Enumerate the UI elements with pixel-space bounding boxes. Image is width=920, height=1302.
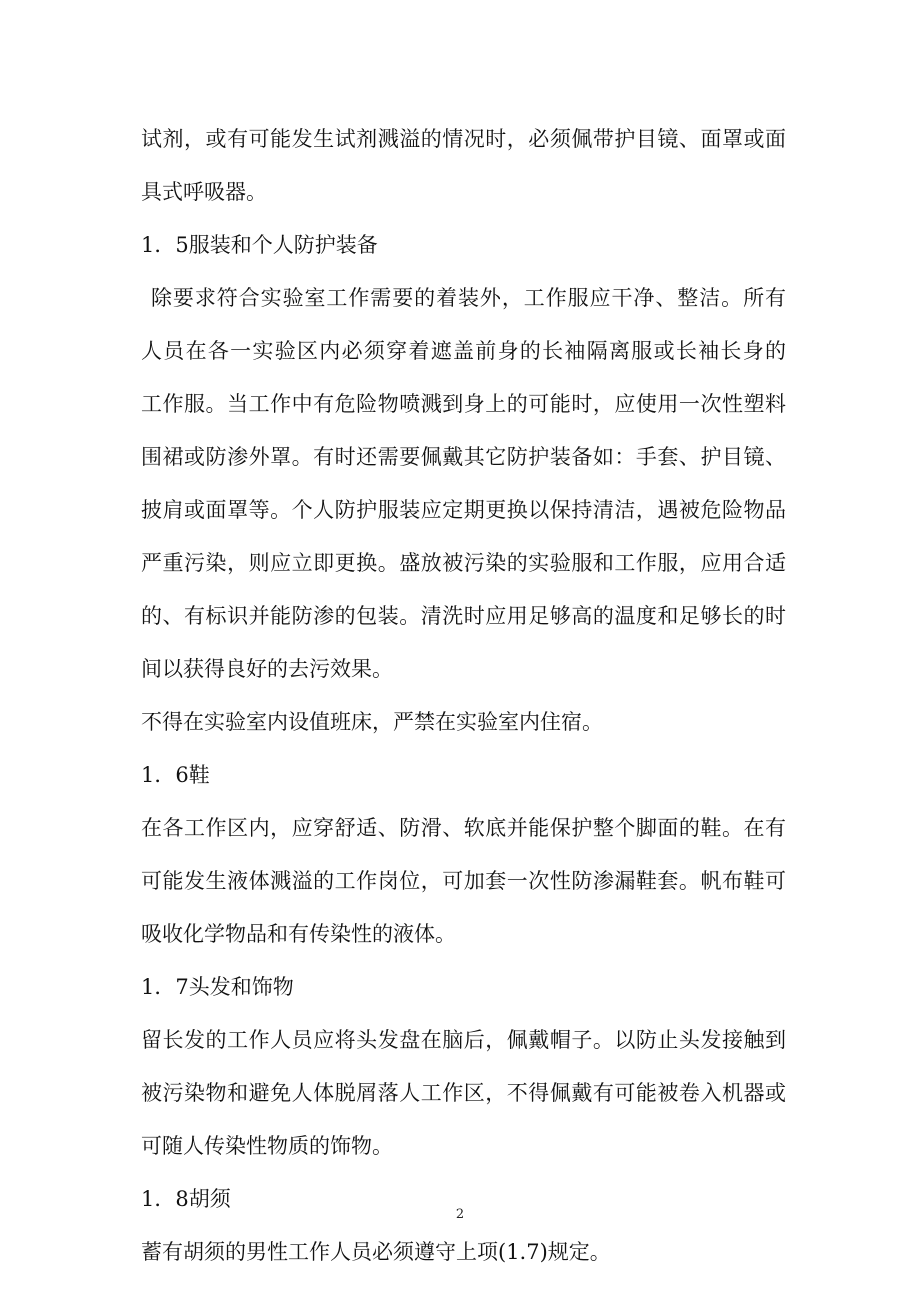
paragraph-line: 除要求符合实验室工作需要的着装外，工作服应干净、整洁。所有 <box>151 286 786 310</box>
section-heading-1-7: 1．7头发和饰物 <box>141 975 294 999</box>
paragraph-line: 严重污染，则应立即更换。盛放被污染的实验服和工作服，应用合适 <box>141 551 786 575</box>
paragraph-line: 被污染物和避免人体脱屑落人工作区，不得佩戴有可能被卷入机器或 <box>141 1081 786 1105</box>
section-heading-1-6: 1．6鞋 <box>141 763 210 787</box>
paragraph-line: 吸收化学物品和有传染性的液体。 <box>141 922 456 946</box>
paragraph-line: 围裙或防渗外罩。有时还需要佩戴其它防护装备如：手套、护目镜、 <box>141 445 786 469</box>
section-heading-1-8: 1．8胡须 <box>141 1187 231 1211</box>
section-heading-1-5: 1．5服装和个人防护装备 <box>141 233 378 257</box>
paragraph-line: 间以获得良好的去污效果。 <box>141 657 393 681</box>
paragraph-line: 可随人传染性物质的饰物。 <box>141 1134 393 1158</box>
paragraph-line: 披肩或面罩等。个人防护服装应定期更换以保持清洁，遇被危险物品 <box>141 498 786 522</box>
document-body <box>141 113 786 1279</box>
paragraph-line: 在各工作区内，应穿舒适、防滑、软底并能保护整个脚面的鞋。在有 <box>141 816 786 840</box>
paragraph-line: 的、有标识并能防渗的包装。清洗时应用足够高的温度和足够长的时 <box>141 604 786 628</box>
paragraph-line: 蓄有胡须的男性工作人员必须遵守上项(1.7)规定。 <box>141 1240 611 1264</box>
paragraph-line: 留长发的工作人员应将头发盘在脑后，佩戴帽子。以防止头发接触到 <box>141 1028 786 1052</box>
paragraph-line: 工作服。当工作中有危险物喷溅到身上的可能时，应使用一次性塑料 <box>141 392 786 416</box>
paragraph-line: 具式呼吸器。 <box>141 180 267 204</box>
paragraph-line: 不得在实验室内设值班床，严禁在实验室内住宿。 <box>141 710 603 734</box>
paragraph-line: 人员在各一实验区内必须穿着遮盖前身的长袖隔离服或长袖长身的 <box>141 339 786 363</box>
page-number: 2 <box>455 1207 465 1222</box>
paragraph-line: 可能发生液体溅溢的工作岗位，可加套一次性防渗漏鞋套。帆布鞋可 <box>141 869 786 893</box>
paragraph-line: 试剂，或有可能发生试剂溅溢的情况时，必须佩带护目镜、面罩或面 <box>141 127 786 151</box>
